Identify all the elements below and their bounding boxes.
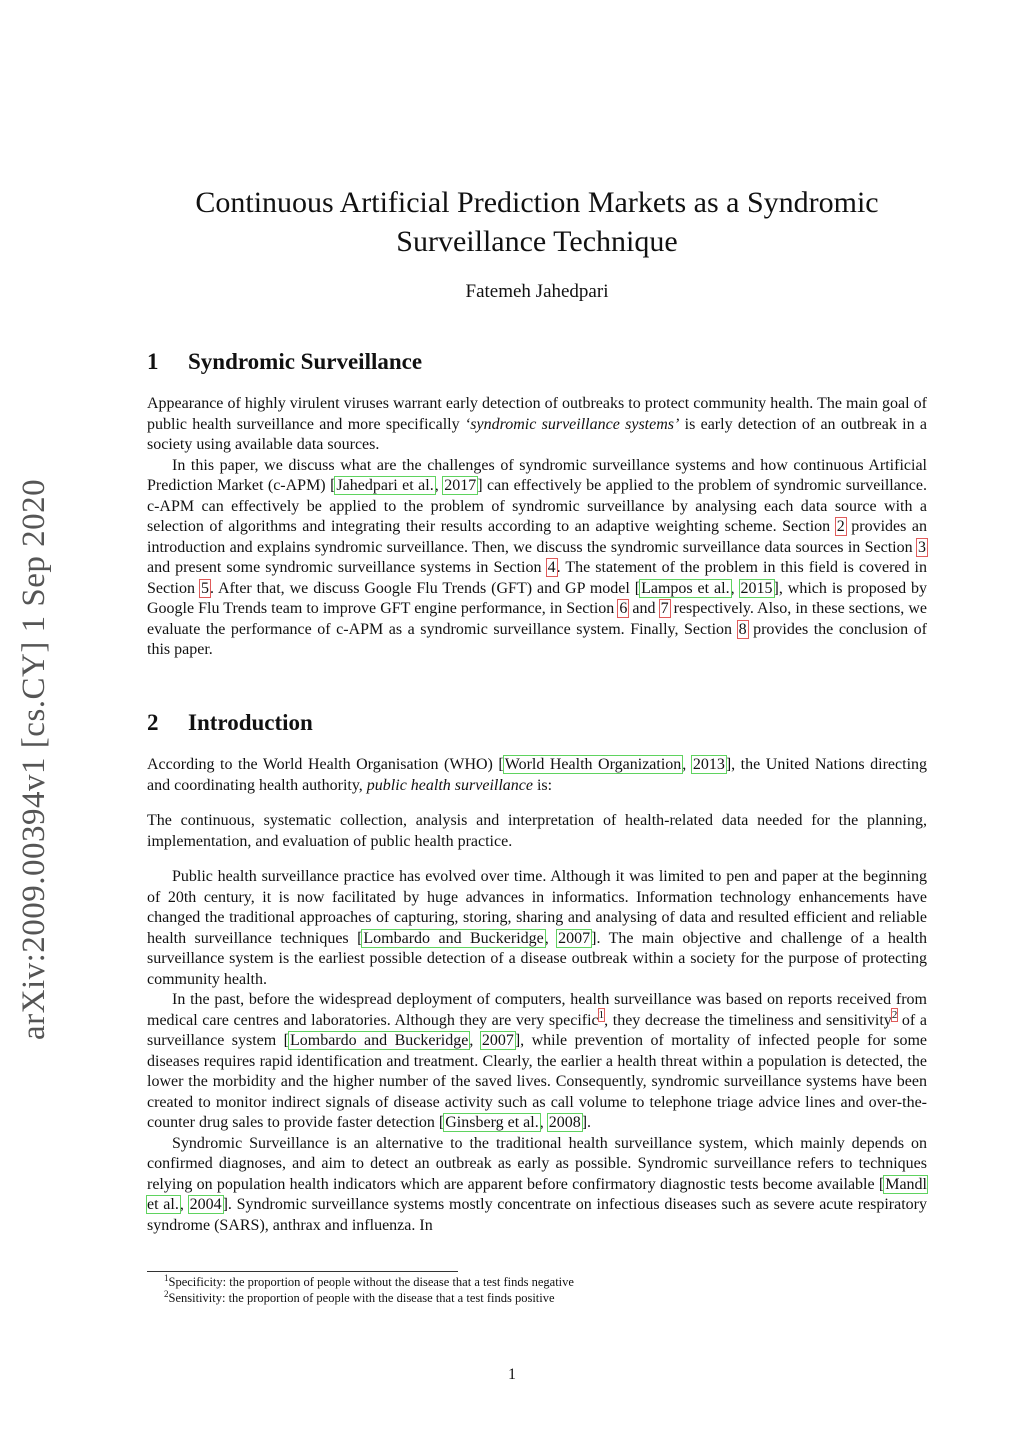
citation-lombardo-year-2[interactable]: 2007 [481,1032,514,1049]
citation-lampos[interactable]: Lampos et al. [641,579,730,597]
section-1-title: Syndromic Surveillance [188,349,423,374]
citation-lombardo[interactable]: Lombardo and Buckeridge [363,929,544,947]
footnote-mark-2[interactable]: 2 [891,1009,898,1022]
footnote-1: $^1$Specificity: the proportion of people without the disease that a test finds negative [164,1272,574,1289]
section-1-heading [147,349,422,375]
section-ref-5[interactable]: 5 [200,579,209,597]
footnotes [164,1274,924,1306]
citation-lampos-year[interactable]: 2015 [740,579,773,597]
who-definition-quote: The continuous, systematic collection, analysis and interpretation of health-related data needed for the planning, implementation, and evaluation of public health practice. [147,812,927,850]
citation-who-year[interactable]: 2013 [692,756,725,773]
section-2-paragraph-2: Public health surveillance practice has evolved over time. Although it was limited to pen and paper at the beginning of 20th century, it is now facilitated by huge advances in informatics. Information technology enhancements have changed the traditional approaches of capturing, storing, sharing and analysing of data and resulted efficient and reliable health surveillance techniques [Lombardo and Buckeridge, 2007]. The main objective and challenge of a health surveillance system is the earliest possible detection of a disease outbreak within a society for the purpose of protecting community health. [147,868,928,988]
citation-ginsberg[interactable]: Ginsberg et al. [445,1114,539,1131]
citation-jahedpari-year[interactable]: 2017 [444,477,477,494]
paper-title [147,183,927,261]
arxiv-identifier: arXiv:2009.00394v1 [cs.CY] 1 Sep 2020 [16,478,52,1040]
section-ref-8[interactable]: 8 [738,620,747,638]
citation-lombardo-2[interactable]: Lombardo and Buckeridge [289,1032,469,1049]
section-1-paragraph-1: Appearance of highly virulent viruses warrant early detection of outbreaks to protect community health. The main goal of public health surveillance and more specifically ‘syndromic surveillance systems’ is early detection of an outbreak in a society using available data sources. [147,395,927,453]
title-line-2: Surveillance Technique [396,225,678,258]
page-number: 1 [508,1366,516,1383]
citation-lombardo-year[interactable]: 2007 [558,929,591,947]
section-2-body [147,755,927,1236]
section-ref-3[interactable]: 3 [918,538,926,556]
section-ref-6[interactable]: 6 [619,600,628,617]
section-2-title: Introduction [188,710,313,735]
section-ref-4[interactable]: 4 [547,559,556,576]
section-2-number: 2 [147,710,159,735]
section-1-body [147,394,927,661]
section-ref-2[interactable]: 2 [836,518,845,535]
footnote-mark-1[interactable]: 1 [598,1009,605,1022]
citation-jahedpari[interactable]: Jahedpari et al. [336,477,434,494]
section-1-number: 1 [147,349,159,374]
section-1-paragraph-2: In this paper, we discuss what are the challenges of syndromic surveillance systems and how continuous Artificial Prediction Market (c-APM) [Jahedpari et al., 2017] can effectively be applied to the problem of syndromic surveillance. c-APM can effectively be applied to the problem of syndromic surveillance by analysing each data source with a selection of algorithms and integrating their results according to an adaptive weighting scheme. Section 2 provides an introduction and explains syndromic surveillance. Then, we discuss the syndromic surveillance data sources in Section 3 and present some syndromic surveillance systems in Section 4. The statement of the problem in this field is covered in Section 5. After that, we discuss Google Flu Trends (GFT) and GP model [Lampos et al., 2015], which is proposed by Google Flu Trends team to improve GFT engine performance, in Section 6 and 7 respectively. Also, in these sections, we evaluate the performance of c-APM as a syndromic surveillance system. Finally, Section 8 provides the conclusion of this paper. [147,456,928,658]
section-2-heading [147,710,313,736]
citation-who[interactable]: World Health Organization [504,756,682,773]
section-ref-7[interactable]: 7 [660,600,669,617]
author-name: Fatemeh Jahedpari [465,281,609,302]
citation-ginsberg-year[interactable]: 2008 [548,1114,581,1131]
citation-mandl[interactable]: Mandl et al. [147,1175,927,1213]
footnote-divider [147,1271,458,1272]
section-2-paragraph-1: According to the World Health Organisation (WHO) [World Health Organization, 2013], the United Nations directing and coordinating health authority, public health surveillance is: [147,756,928,794]
citation-mandl-year[interactable]: 2004 [189,1196,222,1213]
title-line-1: Continuous Artificial Prediction Markets as a Syndromic [195,186,879,219]
footnote-2: $^2$Sensitivity: the proportion of people with the disease that a test finds positive [164,1288,555,1305]
section-2-paragraph-3: In the past, before the widespread deployment of computers, health surveillance was based on reports received from medical care centres and laboratories. Although they are very specific$^1$, they decrease the timeliness and sensitivity$^2$ of a surveillance system [Lombardo and Buckeridge, 2007], while prevention of mortality of infected people for some diseases requires rapid identification and treatment. Clearly, the earlier a health threat within a population is detected, the lower the morbidity and the higher number of the saved lives. Consequently, syndromic surveillance systems have been created to monitor indirect signals of disease activity such as call volume to telephone triage advice lines and over-the-counter drug sales to provide faster detection [Ginsberg et al., 2008]. [147,991,928,1131]
section-2-paragraph-4: Syndromic Surveillance is an alternative to the traditional health surveillance system, which mainly depends on confirmed diagnoses, and aim to detect an outbreak as early as possible. Syndromic surveillance refers to techniques relying on population health indicators which are apparent before confirmatory diagnostic tests become available [Mandl et al., 2004]. Syndromic surveillance systems mostly concentrate on infectious diseases such as severe acute respiratory syndrome (SARS), anthrax and influenza. In [147,1134,927,1234]
